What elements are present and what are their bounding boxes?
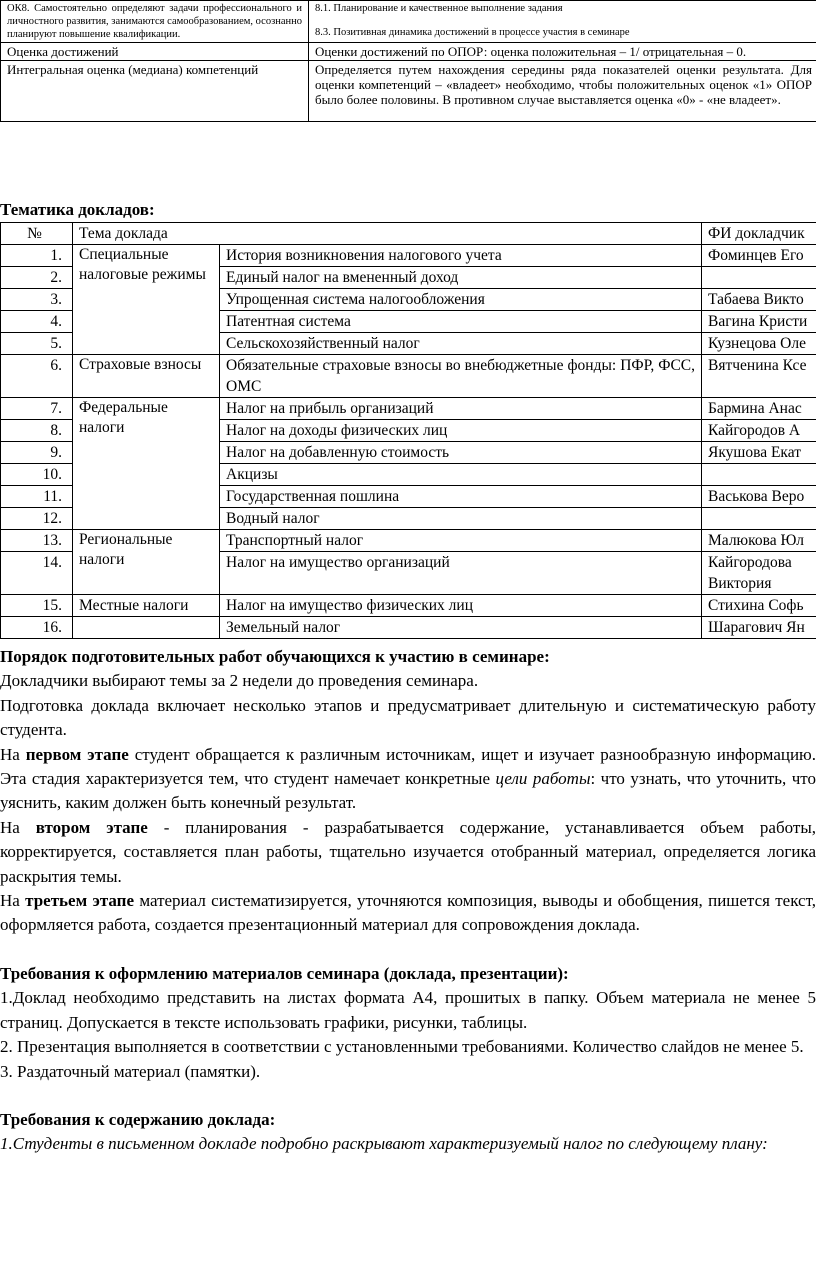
topic-cell: Патентная система — [220, 311, 702, 333]
topic-cell: Сельскохозяйственный налог — [220, 333, 702, 355]
row-number: 12. — [1, 508, 73, 530]
speaker-cell: Вагина Кристи — [702, 311, 816, 333]
header-speaker: ФИ докладчик — [702, 223, 816, 245]
speaker-cell: Малюкова Юл — [702, 530, 816, 552]
row-number: 4. — [1, 311, 73, 333]
topic-cell: Налог на добавленную стоимость — [220, 442, 702, 464]
row-number: 13. — [1, 530, 73, 552]
table-row — [1, 595, 816, 617]
topic-cell: Налог на прибыль организаций — [220, 398, 702, 420]
integral-label: Интегральная оценка (медиана) компетенций — [1, 61, 309, 122]
topic-cell: Земельный налог — [220, 617, 702, 639]
topic-cell: Налог на доходы физических лиц — [220, 420, 702, 442]
topic-cell: Государственная пошлина — [220, 486, 702, 508]
content-paragraph-1: 1.Студенты в письменном докладе подробно раскрывают характеризуемый налог по следующему плану: — [0, 1134, 768, 1154]
content-heading: Требования к содержанию доклада: — [0, 1109, 276, 1129]
prep-paragraph-4 — [0, 816, 816, 889]
format-heading: Требования к оформлению материалов семинара (доклада, презентации): — [0, 963, 569, 983]
row-number: 6. — [1, 355, 73, 398]
speaker-cell: Стихина Софь — [702, 595, 816, 617]
competence-indicators-cell — [309, 1, 816, 43]
row-number: 3. — [1, 289, 73, 311]
topics-table — [0, 222, 816, 639]
stage-three-label: третьем этапе — [25, 891, 135, 911]
prep-paragraph-5 — [0, 889, 816, 938]
speaker-cell: Фоминцев Его — [702, 245, 816, 267]
group-name: Местные налоги — [73, 595, 220, 617]
indicator-8-3: 8.3. Позитивная динамика достижений в процессе участия в семинаре — [315, 27, 630, 38]
topics-header-row — [1, 223, 816, 245]
format-paragraph-2: 2. Презентация выполняется в соответствии с установленными требованиями. Количество слайдов не менее 5. — [0, 1037, 804, 1057]
topic-cell: Обязательные страховые взносы во внебюджетные фонды: ПФР, ФСС, ОМС — [220, 355, 702, 398]
prep-paragraph-2: Подготовка доклада включает несколько этапов и предусматривает длительную и систематическую работу студента. — [0, 695, 816, 740]
work-goals-term: цели работы — [495, 769, 591, 789]
speaker-cell: Якушова Екат — [702, 442, 816, 464]
speaker-cell: Васькова Веро — [702, 486, 816, 508]
row-number: 5. — [1, 333, 73, 355]
topic-cell: Единый налог на вмененный доход — [220, 267, 702, 289]
topic-cell: Упрощенная система налогообложения — [220, 289, 702, 311]
integral-value: Определяется путем нахождения середины ряда показателей оценки результата. Для оценки компетенций – «владеет» необходимо, чтобы положительных оценок «1» ОПОР было более половины. В противном случае выставляется оценка «0» - «не владеет». — [309, 61, 816, 122]
text-run: На — [0, 891, 26, 911]
row-number: 10. — [1, 464, 73, 486]
text-run: : что узнать, что уточнить, что уяснить, каким должен быть конечный результат. — [0, 769, 816, 813]
speaker-cell — [702, 464, 816, 486]
competence-table — [0, 0, 816, 122]
speaker-cell: Вятченина Ксе — [702, 355, 816, 398]
indicator-8-1: 8.1. Планирование и качественное выполнение задания — [315, 3, 563, 14]
speaker-cell: Кайгородова Виктория — [702, 552, 816, 595]
table-row — [1, 398, 816, 420]
assessment-value: Оценки достижений по ОПОР: оценка положительная – 1/ отрицательная – 0. — [309, 43, 816, 61]
table-row — [1, 245, 816, 267]
row-number: 1. — [1, 245, 73, 267]
table-row — [1, 530, 816, 552]
row-number: 8. — [1, 420, 73, 442]
row-number: 7. — [1, 398, 73, 420]
row-number: 9. — [1, 442, 73, 464]
topics-heading: Тематика докладов: — [0, 200, 155, 219]
text-run: студент обращается к различным источникам, ищет и изучает разнообразную информацию. Эта стадия характеризуется тем, что студент намечает конкретные — [0, 744, 816, 789]
topic-cell: Транспортный налог — [220, 530, 702, 552]
text-run: На — [0, 817, 36, 837]
prep-heading: Порядок подготовительных работ обучающихся к участию в семинаре: — [0, 647, 550, 666]
assessment-row — [1, 43, 816, 61]
speaker-cell: Табаева Викто — [702, 289, 816, 311]
row-number: 15. — [1, 595, 73, 617]
text-run: - планирования - разрабатывается содержание, устанавливается объем работы, корректируется, составляется план работы, тщательно изучается отобранный материал, определяется логика раскрытия темы. — [0, 817, 816, 886]
speaker-cell: Кайгородов А — [702, 420, 816, 442]
table-row — [1, 355, 816, 398]
topic-cell: Налог на имущество физических лиц — [220, 595, 702, 617]
competence-code-cell: ОК8. Самостоятельно определяют задачи профессионального и личностного развития, занимаются самообразованием, осознанно планируют повышение квалификации. — [1, 1, 309, 43]
topic-cell: Акцизы — [220, 464, 702, 486]
table-row — [1, 617, 816, 639]
topic-cell: Водный налог — [220, 508, 702, 530]
row-number: 11. — [1, 486, 73, 508]
prep-paragraph-3 — [0, 743, 816, 816]
group-name: Страховые взносы — [73, 355, 220, 398]
competence-row — [1, 1, 816, 43]
row-number: 2. — [1, 267, 73, 289]
format-paragraph-1: 1.Доклад необходимо представить на листах формата А4, прошитых в папку. Объем материала не менее 5 страниц. Допускается в тексте использовать графики, рисунки, таблицы. — [0, 988, 816, 1032]
row-number: 16. — [1, 617, 73, 639]
stage-one-label: первом этапе — [25, 744, 129, 764]
speaker-cell: Кузнецова Оле — [702, 333, 816, 355]
stage-two-label: втором этапе — [35, 817, 148, 837]
group-name: Специальные налоговые режимы — [73, 245, 220, 355]
row-number: 14. — [1, 552, 73, 595]
group-name: Федеральные налоги — [73, 398, 220, 530]
speaker-cell — [702, 267, 816, 289]
body-text — [0, 645, 816, 1157]
header-topic: Тема доклада — [73, 223, 702, 245]
speaker-cell: Бармина Анас — [702, 398, 816, 420]
text-run: На — [0, 744, 26, 764]
integral-row — [1, 61, 816, 122]
header-number: № — [1, 223, 73, 245]
speaker-cell: Шарагович Ян — [702, 617, 816, 639]
topic-cell: Налог на имущество организаций — [220, 552, 702, 595]
speaker-cell — [702, 508, 816, 530]
text-run: материал систематизируется, уточняются композиция, выводы и обобщения, пишется текст, оформляется работа, создается презентационный материал для сопровождения доклада. — [0, 891, 816, 935]
prep-paragraph-1: Докладчики выбирают темы за 2 недели до проведения семинара. — [0, 671, 479, 691]
topic-cell: История возникновения налогового учета — [220, 245, 702, 267]
group-name: Региональные налоги — [73, 530, 220, 595]
format-paragraph-3: 3. Раздаточный материал (памятки). — [0, 1061, 261, 1081]
group-name — [73, 617, 220, 639]
assessment-label: Оценка достижений — [1, 43, 309, 61]
